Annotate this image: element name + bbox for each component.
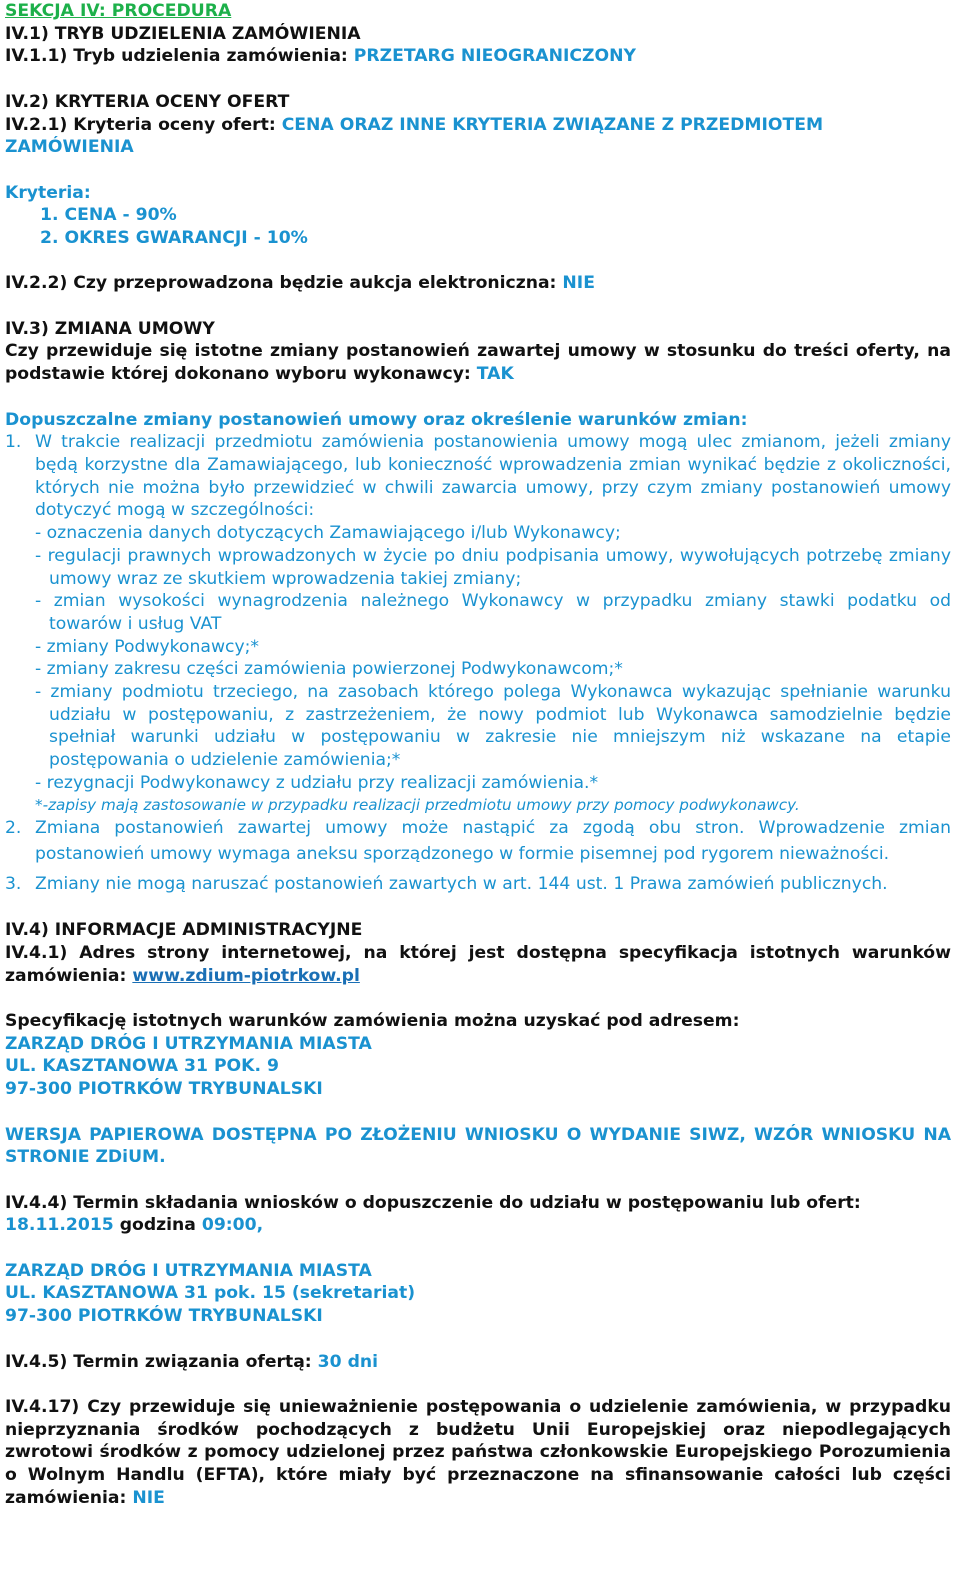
item-number: 3. [5, 873, 22, 894]
iv3-question: Czy przewiduje się istotne zmiany postanowień zawartej umowy w stosunku do treści oferty, na podstawie której dokonano wyboru wykonawcy: TAK [5, 341, 951, 385]
changes-answer: TAK [476, 364, 514, 385]
deadline-date: 18.11.2015 [5, 1215, 114, 1236]
siwz-website-link[interactable]: www.zdium-piotrkow.pl [132, 965, 360, 986]
changes-list [5, 431, 951, 896]
iv4-url-line: IV.4.1) Adres strony internetowej, na której jest dostępna specyfikacja istotnych warunków zamówienia: www.zdium-piotrkow.pl [5, 942, 951, 986]
allowed-changes-heading: Dopuszczalne zmiany postanowień umowy oraz określenie warunków zmian: [5, 409, 748, 430]
binding-value: 30 dni [317, 1351, 379, 1372]
eu-funding-question: IV.4.17) Czy przewiduje się unieważnienie postępowania o udzielenie zamówienia, w przypadku nieprzyznania środków pochodzących z budżetu Unii Europejskiej oraz niepodlegających zwrotowi środków z pomocy udzielonej przez państwa członkowskie Europejskiego Porozumienia o Wolnym Handlu (EFTA), które miały być przeznaczone na sfinansowanie całości lub części zamówienia: NIE [5, 1396, 951, 1508]
office-address-line: UL. KASZTANOWA 31 pok. 15 (sekretariat) [5, 1283, 416, 1304]
deadline-line: 18.11.2015 godzina 09:00, [5, 1215, 264, 1236]
siwz-address-line: ZARZĄD DRÓG I UTRZYMANIA MIASTA [5, 1033, 372, 1054]
siwz-address-line: 97-300 PIOTRKÓW TRYBUNALSKI [5, 1079, 323, 1100]
criteria-item: 2. OKRES GWARANCJI - 10% [40, 228, 308, 248]
item-text: Zmiana postanowień zawartej umowy może nastąpić za zgodą obu stron. Wprowadzenie zmian postanowień umowy wymaga aneksu sporządzonego w formie pisemnej pod rygorem nieważności. [35, 817, 951, 864]
footnote: *-zapisy mają zastosowanie w przypadku realizacji przedmiotu umowy przy pomocy podwykonawcy. [35, 795, 800, 814]
criteria-list [5, 204, 951, 249]
paper-version-note: WERSJA PAPIEROWA DOSTĘPNA PO ZŁOŻENIU WNIOSKU O WYDANIE SIWZ, WZÓR WNIOSKU NA STRONIE ZDiUM. [5, 1124, 951, 1168]
eu-funding-value: NIE [132, 1487, 165, 1508]
changes-item-3 [5, 871, 951, 897]
criteria-type-value: CENA ORAZ INNE KRYTERIA ZWIĄZANE Z PRZEDMIOTEM ZAMÓWIENIA [5, 114, 824, 158]
item-text: Zmiany nie mogą naruszać postanowień zawartych w art. 144 ust. 1 Prawa zamówień publicznych. [35, 873, 888, 894]
iv1-sub: IV.1.1) Tryb udzielenia zamówienia: PRZETARG NIEOGRANICZONY [5, 46, 636, 67]
dash-item: - rezygnacji Podwykonawcy z udziału przy realizacji zamówienia.* [35, 772, 599, 793]
office-address-line: 97-300 PIOTRKÓW TRYBUNALSKI [5, 1306, 323, 1327]
changes-item-2 [5, 815, 951, 867]
iv2-sub: IV.2.1) Kryteria oceny ofert: CENA ORAZ INNE KRYTERIA ZWIĄZANE Z PRZEDMIOTEM ZAMÓWIENIA [5, 114, 824, 158]
dash-list [35, 522, 951, 794]
item-text: W trakcie realizacji przedmiotu zamówienia postanowienia umowy mogą ulec zmianom, jeżeli zmiany będą korzystne dla Zamawiającego, lub konieczność wprowadzenia zmian wynikać będzie z okoliczności, których nie można było przewidzieć w chwili zawarcia umowy, przy czym zmiany postanowień umowy dotyczyć mogą w szczególności: [35, 432, 951, 521]
iv3-heading: IV.3) ZMIANA UMOWY [5, 318, 215, 339]
auction-line: IV.2.2) Czy przeprowadzona będzie aukcja elektroniczna: NIE [5, 273, 595, 294]
dash-item: - zmian wysokości wynagrodzenia należnego Wykonawcy w przypadku zmiany stawki podatku od towarów i usług VAT [35, 591, 951, 634]
item-number: 2. [5, 817, 22, 838]
item-number: 1. [5, 432, 22, 453]
office-address-line: ZARZĄD DRÓG I UTRZYMANIA MIASTA [5, 1260, 372, 1281]
dash-item: - regulacji prawnych wprowadzonych w życie po dniu podpisania umowy, wywołujących potrzebę zmiany umowy wraz ze skutkiem wprowadzenia takiej zmiany; [35, 545, 951, 589]
section-title: SEKCJA IV: PROCEDURA [5, 1, 232, 21]
procedure-mode-value: PRZETARG NIEOGRANICZONY [353, 46, 636, 67]
criteria-label: Kryteria: [5, 182, 91, 203]
dash-item: - zmiany Podwykonawcy;* [35, 636, 260, 657]
criteria-item: 1. CENA - 90% [40, 205, 177, 226]
deadline-label: IV.4.4) Termin składania wniosków o dopuszczenie do udziału w postępowaniu lub ofert: [5, 1192, 861, 1213]
iv1-heading: IV.1) TRYB UDZIELENIA ZAMÓWIENIA [5, 23, 361, 44]
siwz-label: Specyfikację istotnych warunków zamówienia można uzyskać pod adresem: [5, 1011, 740, 1032]
iv2-heading: IV.2) KRYTERIA OCENY OFERT [5, 91, 290, 112]
dash-item: - oznaczenia danych dotyczących Zamawiającego i/lub Wykonawcy; [35, 523, 621, 544]
binding-line: IV.4.5) Termin związania ofertą: 30 dni [5, 1351, 379, 1372]
siwz-address-line: UL. KASZTANOWA 31 POK. 9 [5, 1056, 279, 1077]
dash-item: - zmiany zakresu części zamówienia powierzonej Podwykonawcom;* [35, 659, 623, 680]
deadline-time: 09:00, [201, 1215, 264, 1236]
dash-item: - zmiany podmiotu trzeciego, na zasobach którego polega Wykonawca wykazując spełnianie warunku udziału w postępowaniu, z zastrzeżeniem, że nowy podmiot lub Wykonawca samodzielnie będzie spełniał warunki udziału w postępowaniu w zakresie nie mniejszym niż wskazane na etapie postępowania o udzielenie zamówienia;* [35, 682, 951, 771]
changes-item-1 [5, 431, 951, 814]
auction-value: NIE [562, 273, 595, 294]
iv4-heading: IV.4) INFORMACJE ADMINISTRACYJNE [5, 920, 363, 941]
